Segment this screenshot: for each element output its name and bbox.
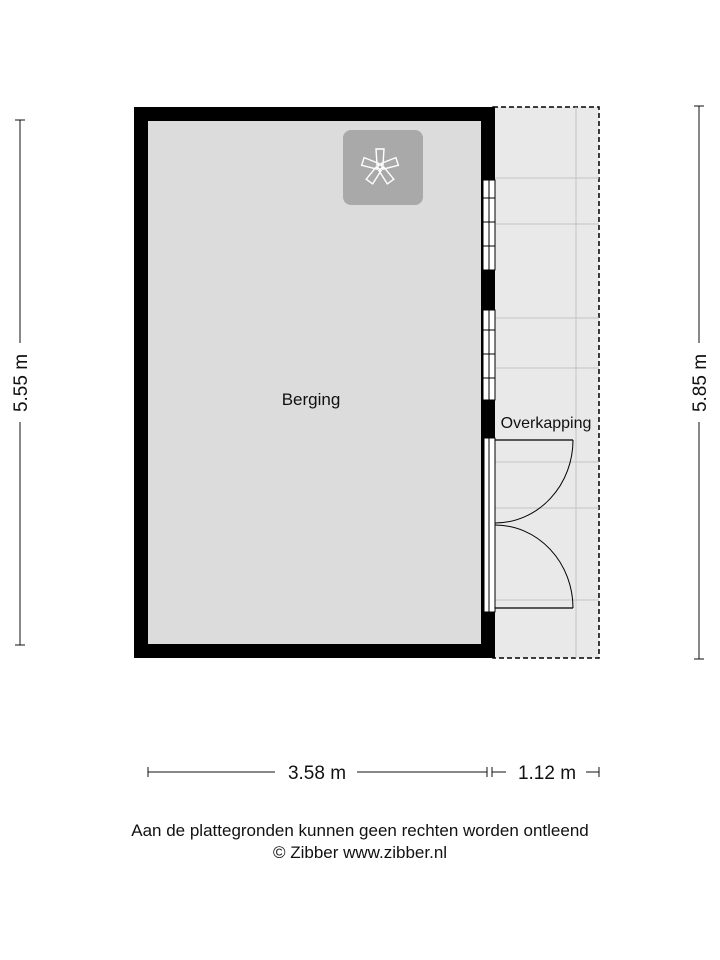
dimension-label-main-width: 3.58 m (287, 763, 347, 784)
berging-room (134, 107, 495, 658)
window-lower (483, 310, 495, 400)
window-upper (483, 180, 495, 270)
footer-disclaimer: Aan de plattegronden kunnen geen rechten worden ontleend (131, 821, 589, 840)
room-label-berging: Berging (281, 390, 341, 409)
dimension-label-right: 5.85 m (690, 353, 711, 413)
dimension-label-left: 5.55 m (11, 353, 32, 413)
room-label-overkapping: Overkapping (500, 415, 592, 432)
dimension-label-side-width: 1.12 m (517, 763, 577, 784)
overkapping-area (493, 107, 599, 658)
footer-copyright: © Zibber www.zibber.nl (272, 843, 448, 862)
ventilation-fan-icon (343, 130, 423, 205)
